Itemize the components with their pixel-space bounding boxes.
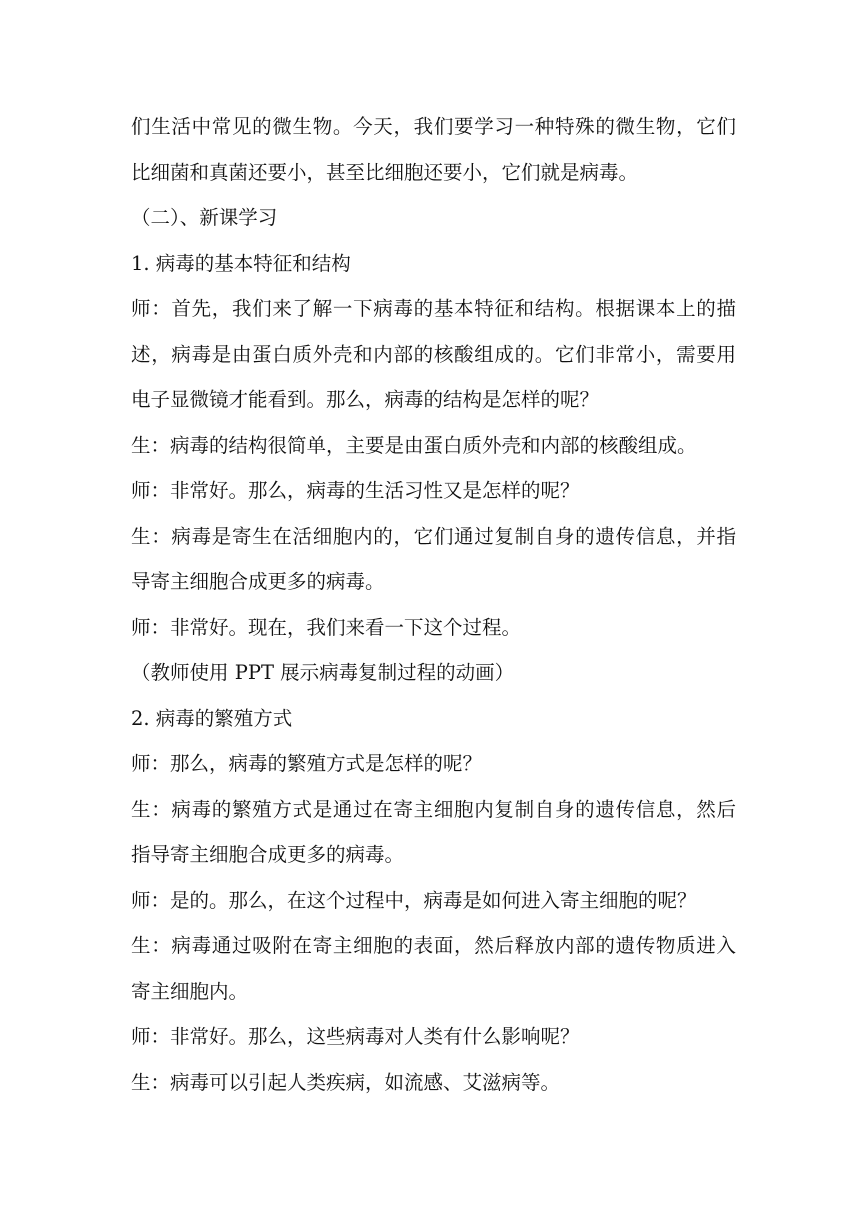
text-line: 2. 病毒的繁殖方式 — [131, 706, 293, 730]
teacher-dialogue — [131, 878, 736, 924]
teacher-dialogue — [131, 1014, 736, 1060]
stage-direction — [131, 650, 736, 696]
student-dialogue — [131, 787, 736, 878]
text-line: 师：是的。那么，在这个过程中，病毒是如何进入寄主细胞的呢？ — [131, 888, 697, 912]
text-line: 生：病毒的结构很简单，主要是由蛋白质外壳和内部的核酸组成。 — [131, 433, 697, 457]
text-line: 指导寄主细胞合成更多的病毒。 — [131, 843, 405, 866]
student-dialogue — [131, 423, 736, 469]
section-heading — [131, 195, 736, 241]
text-line: 比细菌和真菌还要小，甚至比细胞还要小，它们就是病毒。 — [131, 160, 639, 184]
text-line: 师：非常好。现在，我们来看一下这个过程。 — [131, 615, 522, 639]
subsection-heading — [131, 696, 736, 742]
teacher-dialogue — [131, 605, 736, 651]
text-line: 们生活中常见的微生物。今天，我们要学习一种特殊的微生物，它们 — [131, 115, 736, 138]
text-line: 生：病毒通过吸附在寄主细胞的表面，然后释放内部的遗传物质进入 — [131, 934, 736, 957]
text-line: （二）、新课学习 — [131, 206, 278, 229]
text-line: 师：非常好。那么，这些病毒对人类有什么影响呢？ — [131, 1025, 580, 1048]
text-line: 生：病毒可以引起人类疾病，如流感、艾滋病等。 — [131, 1070, 561, 1094]
text-line: 述，病毒是由蛋白质外壳和内部的核酸组成的。它们非常小，需要用 — [131, 342, 736, 366]
intro-paragraph — [131, 104, 736, 195]
text-line: 生：病毒的繁殖方式是通过在寄主细胞内复制自身的遗传信息，然后 — [131, 797, 736, 821]
text-line: 师：首先，我们来了解一下病毒的基本特征和结构。根据课本上的描 — [131, 297, 736, 320]
teacher-dialogue — [131, 741, 736, 787]
text-line: 师：那么，病毒的繁殖方式是怎样的呢？ — [131, 752, 483, 775]
teacher-dialogue — [131, 468, 736, 514]
student-dialogue — [131, 923, 736, 1014]
subsection-heading — [131, 241, 736, 287]
teacher-dialogue — [131, 286, 736, 423]
text-line: 师：非常好。那么，病毒的生活习性又是怎样的呢？ — [131, 479, 580, 502]
student-dialogue — [131, 1060, 736, 1106]
document-body — [131, 104, 736, 1105]
text-line: 电子显微镜才能看到。那么，病毒的结构是怎样的呢？ — [131, 388, 600, 411]
text-line: 生：病毒是寄生在活细胞内的，它们通过复制自身的遗传信息，并指 — [131, 524, 736, 548]
text-line: 1. 病毒的基本特征和结构 — [131, 251, 351, 275]
text-line: （教师使用 PPT 展示病毒复制过程的动画） — [131, 661, 515, 684]
text-line: 寄主细胞内。 — [131, 979, 249, 1003]
text-line: 导寄主细胞合成更多的病毒。 — [131, 570, 385, 593]
student-dialogue — [131, 514, 736, 605]
